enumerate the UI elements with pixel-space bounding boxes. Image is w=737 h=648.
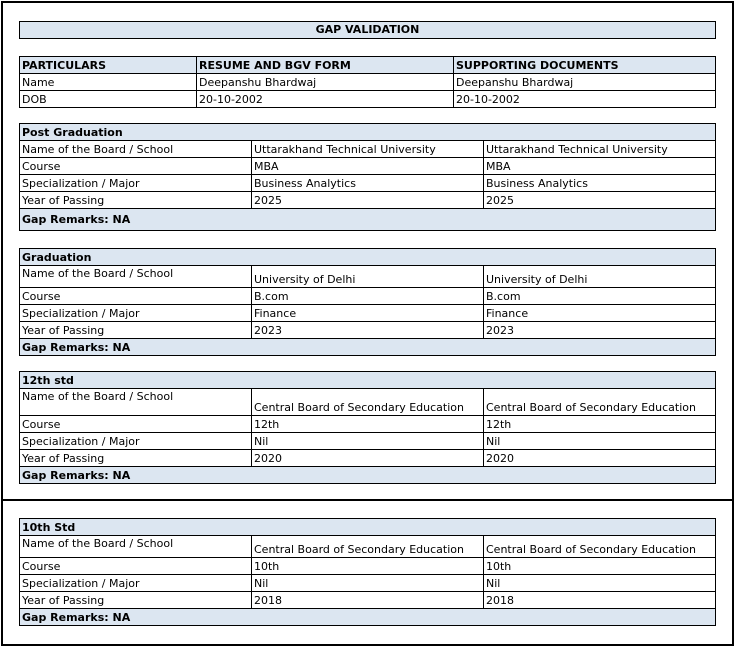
particulars-table [19, 56, 716, 108]
docs-value: Nil [484, 575, 716, 592]
gap-remarks: Gap Remarks: NA [20, 609, 716, 626]
row-label: Year of Passing [20, 450, 252, 467]
section-heading-row [20, 249, 716, 266]
section-heading: Post Graduation [20, 124, 716, 141]
docs-value: Central Board of Secondary Education [484, 389, 716, 416]
gap-remarks: Gap Remarks: NA [20, 209, 716, 231]
table-row [20, 141, 716, 158]
resume-value: 2018 [252, 592, 484, 609]
docs-value: Uttarakhand Technical University [484, 141, 716, 158]
table-header-row [20, 57, 716, 74]
row-label: Course [20, 158, 252, 175]
header-documents: SUPPORTING DOCUMENTS [454, 57, 716, 74]
docs-value: Central Board of Secondary Education [484, 536, 716, 558]
section-graduation [19, 248, 716, 356]
section-heading-row [20, 519, 716, 536]
docs-value: 10th [484, 558, 716, 575]
docs-value: Deepanshu Bhardwaj [454, 74, 716, 91]
docs-value: University of Delhi [484, 266, 716, 288]
section-heading-row [20, 124, 716, 141]
table-row [20, 74, 716, 91]
table-row [20, 192, 716, 209]
docs-value: 2025 [484, 192, 716, 209]
docs-value: 2018 [484, 592, 716, 609]
docs-value: 2023 [484, 322, 716, 339]
header-particulars: PARTICULARS [20, 57, 197, 74]
row-label: Name of the Board / School [20, 141, 252, 158]
resume-value: 12th [252, 416, 484, 433]
resume-value: University of Delhi [252, 266, 484, 288]
row-label: Specialization / Major [20, 433, 252, 450]
section-post-graduation [19, 123, 716, 231]
resume-value: 20-10-2002 [197, 91, 454, 108]
gap-remarks: Gap Remarks: NA [20, 467, 716, 484]
gap-remarks-row [20, 467, 716, 484]
table-row [20, 175, 716, 192]
table-row [20, 416, 716, 433]
section-heading: 10th Std [20, 519, 716, 536]
row-label: Specialization / Major [20, 305, 252, 322]
docs-value: Nil [484, 433, 716, 450]
row-label: Name of the Board / School [20, 536, 252, 558]
row-label: Year of Passing [20, 592, 252, 609]
section-heading-row [20, 372, 716, 389]
table-row [20, 450, 716, 467]
row-label: Course [20, 558, 252, 575]
docs-value: B.com [484, 288, 716, 305]
section-12th-std [19, 371, 716, 484]
resume-value: 10th [252, 558, 484, 575]
row-label: Name [20, 74, 197, 91]
resume-value: Finance [252, 305, 484, 322]
docs-value: 2020 [484, 450, 716, 467]
resume-value: 2023 [252, 322, 484, 339]
docs-value: Finance [484, 305, 716, 322]
resume-value: Nil [252, 575, 484, 592]
gap-remarks: Gap Remarks: NA [20, 339, 716, 356]
page-title: GAP VALIDATION [19, 21, 716, 39]
table-row [20, 158, 716, 175]
row-label: Specialization / Major [20, 175, 252, 192]
docs-value: 12th [484, 416, 716, 433]
gap-remarks-row [20, 609, 716, 626]
table-row [20, 592, 716, 609]
row-label: Name of the Board / School [20, 266, 252, 288]
resume-value: Central Board of Secondary Education [252, 389, 484, 416]
resume-value: B.com [252, 288, 484, 305]
table-row [20, 389, 716, 416]
resume-value: Uttarakhand Technical University [252, 141, 484, 158]
resume-value: 2020 [252, 450, 484, 467]
table-row [20, 305, 716, 322]
row-label: DOB [20, 91, 197, 108]
table-row [20, 558, 716, 575]
docs-value: MBA [484, 158, 716, 175]
resume-value: MBA [252, 158, 484, 175]
table-row [20, 536, 716, 558]
docs-value: Business Analytics [484, 175, 716, 192]
gap-remarks-row [20, 209, 716, 231]
section-heading: 12th std [20, 372, 716, 389]
resume-value: 2025 [252, 192, 484, 209]
section-10th-std [19, 518, 716, 626]
gap-remarks-row [20, 339, 716, 356]
row-label: Specialization / Major [20, 575, 252, 592]
resume-value: Deepanshu Bhardwaj [197, 74, 454, 91]
resume-value: Business Analytics [252, 175, 484, 192]
row-label: Course [20, 416, 252, 433]
table-row [20, 288, 716, 305]
row-label: Name of the Board / School [20, 389, 252, 416]
resume-value: Nil [252, 433, 484, 450]
table-row [20, 575, 716, 592]
table-row [20, 433, 716, 450]
section-heading: Graduation [20, 249, 716, 266]
row-label: Year of Passing [20, 192, 252, 209]
header-resume: RESUME AND BGV FORM [197, 57, 454, 74]
row-label: Course [20, 288, 252, 305]
docs-value: 20-10-2002 [454, 91, 716, 108]
table-row [20, 91, 716, 108]
table-row [20, 266, 716, 288]
table-row [20, 322, 716, 339]
row-label: Year of Passing [20, 322, 252, 339]
resume-value: Central Board of Secondary Education [252, 536, 484, 558]
